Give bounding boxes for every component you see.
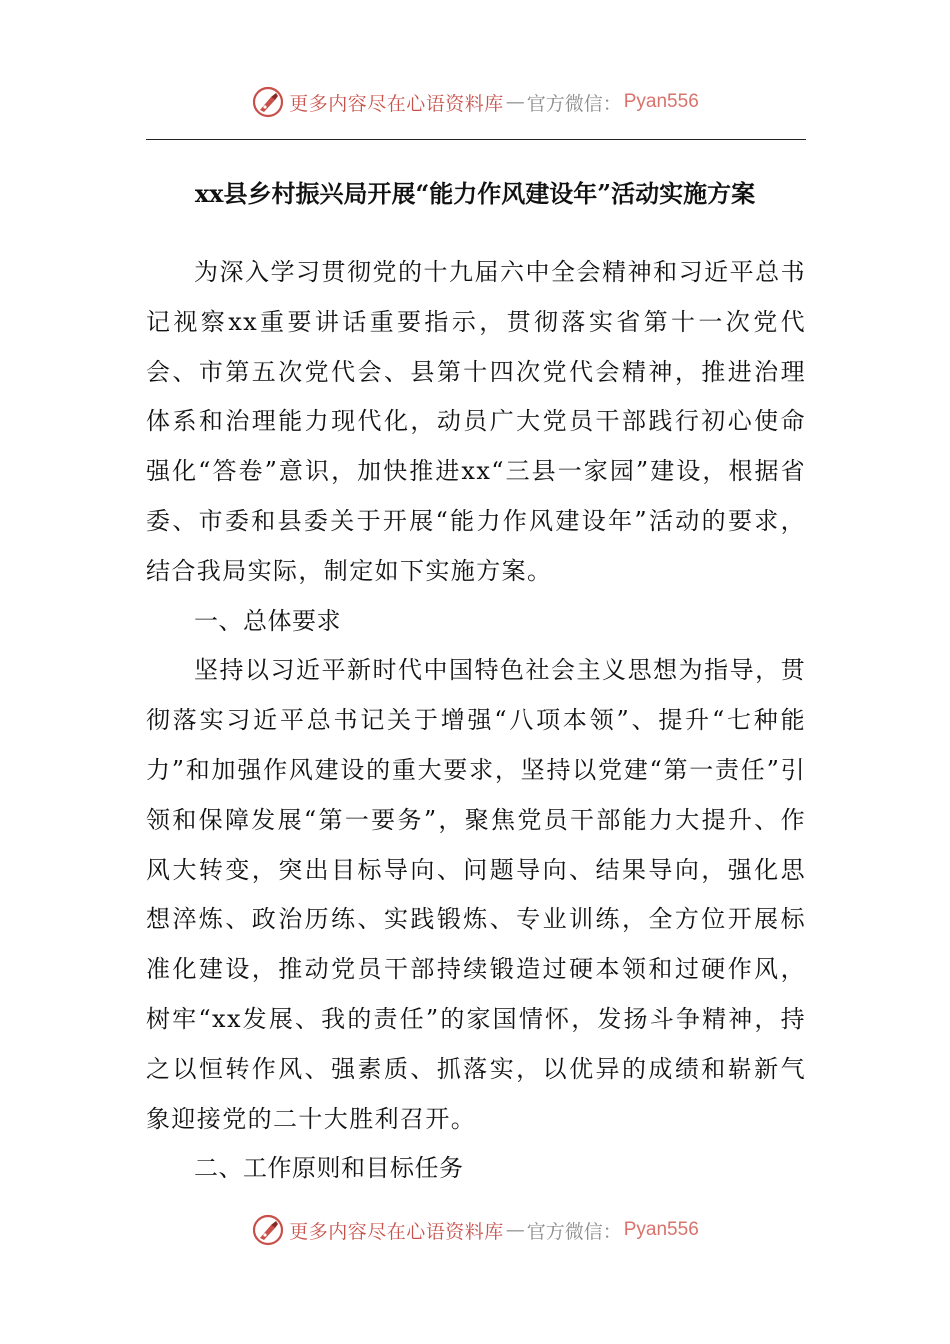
header-divider	[146, 139, 806, 140]
watermark-main-text: 更多内容尽在心语资料库	[289, 1220, 504, 1243]
watermark-dash: —	[505, 1219, 525, 1241]
watermark-sub-text: 官方微信：	[526, 92, 622, 115]
document-title: xx县乡村振兴局开展“能力作风建设年”活动实施方案	[194, 179, 756, 208]
intro-paragraph: 为深入学习贯彻党的十九届六中全会精神和习近平总书记视察xx重要讲话重要指示，贯彻落实省第十一次党代会、市第五次党代会、县第十四次党代会精神，推进治理体系和治理能力现代化，动员广大党员干部践行初心使命强化“答卷”意识，加快推进xx“三县一家园”建设，根据省委、市委和县委关于开展“能力作风建设年”活动的要求，结合我局实际，制定如下实施方案。	[146, 258, 806, 585]
watermark-dash: —	[505, 91, 525, 113]
pen-nib-logo-icon	[251, 1213, 285, 1247]
section-1-paragraph: 坚持以习近平新时代中国特色社会主义思想为指导，贯彻落实习近平总书记关于增强“八项本领”、提升“七种能力”和加强作风建设的重大要求，坚持以党建“第一责任”引领和保障发展“第一要务”，聚焦党员干部能力大提升、作风大转变，突出目标导向、问题导向、结果导向，强化思想淬炼、政治历练、实践锻炼、专业训练，全方位开展标准化建设，推动党员干部持续锻造过硬本领和过硬作风，树牢“xx发展、我的责任”的家国情怀，发扬斗争精神，持之以恒转作风、强素质、抓落实，以优异的成绩和崭新气象迎接党的二十大胜利召开。	[146, 656, 806, 1133]
footer-watermark	[0, 1210, 950, 1250]
watermark-content	[251, 1213, 699, 1247]
header-watermark	[0, 82, 950, 122]
watermark-content	[251, 85, 699, 119]
document-body	[146, 248, 806, 1194]
watermark-wechat-id: Pyan556	[623, 91, 699, 112]
watermark-sub-text: 官方微信：	[526, 1220, 622, 1243]
pen-nib-logo-icon	[251, 85, 285, 119]
section-heading-2: 二、工作原则和目标任务	[194, 1154, 464, 1183]
section-heading-1: 一、总体要求	[194, 606, 341, 635]
watermark-main-text: 更多内容尽在心语资料库	[289, 92, 504, 115]
watermark-wechat-id: Pyan556	[623, 1219, 699, 1240]
